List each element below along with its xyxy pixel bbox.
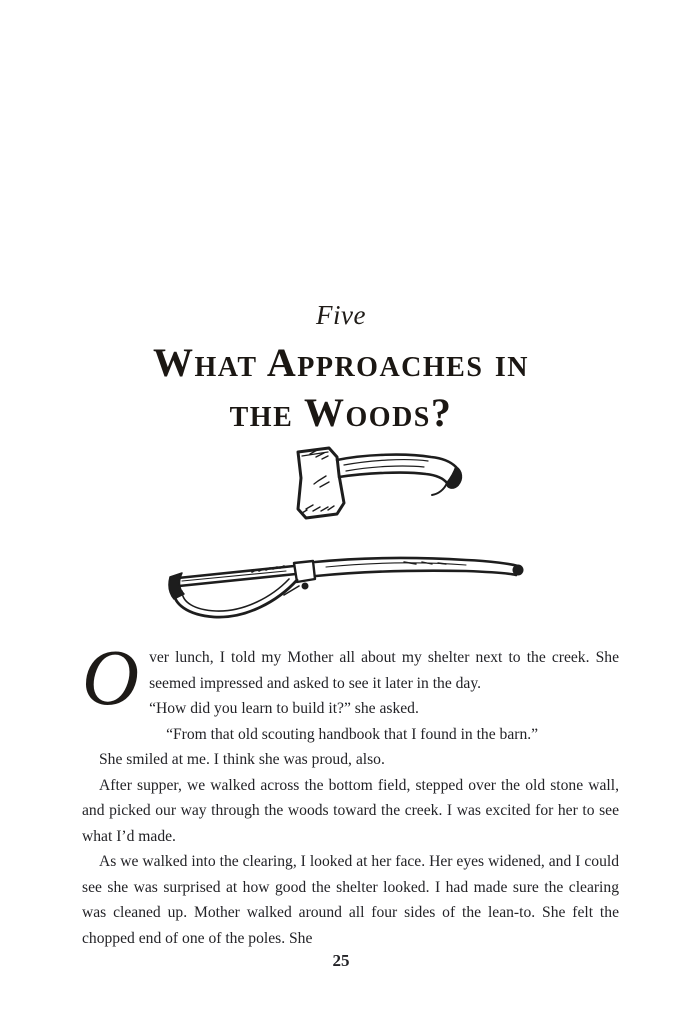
paragraph-text: As we walked into the clearing, I looked at her face. Her eyes widened, and I could see she was surprised at how good the shelter looked. I had made sure the clearing was cleaned up. Mother walked around all four sides of the lean-to. She felt the chopped end of one of the poles. She xyxy=(82,853,619,947)
chapter-heading xyxy=(0,300,682,438)
paragraph xyxy=(82,849,619,951)
chapter-title-line-1: What Approaches in xyxy=(152,340,530,385)
paragraph xyxy=(82,696,619,722)
paragraph-text: “How did you learn to build it?” she asked. xyxy=(149,700,419,717)
body-text xyxy=(82,635,619,951)
chapter-number: Five xyxy=(316,300,366,330)
hatchet-illustration xyxy=(266,443,466,525)
bush-hook-illustration xyxy=(166,549,528,625)
paragraph-text: “From that old scouting handbook that I found in the barn.” xyxy=(166,725,539,743)
paragraph xyxy=(82,722,619,748)
paragraph xyxy=(82,773,619,850)
paragraph xyxy=(82,747,619,773)
paragraph-text: ver lunch, I told my Mother all about my shelter next to the creek. She seemed impressed and asked to see it later in the day. xyxy=(149,649,619,692)
paragraph-text: She smiled at me. I think she was proud, also. xyxy=(99,751,385,768)
drop-cap: O xyxy=(82,635,140,722)
page-number: 25 xyxy=(332,951,350,970)
chapter-title xyxy=(0,338,682,438)
chapter-title-line-2: the Woods? xyxy=(229,390,453,435)
paragraph-text: After supper, we walked across the bottom field, stepped over the old stone wall, and picked our way through the woods toward the creek. I was excited for her to see what I’d made. xyxy=(82,776,619,845)
